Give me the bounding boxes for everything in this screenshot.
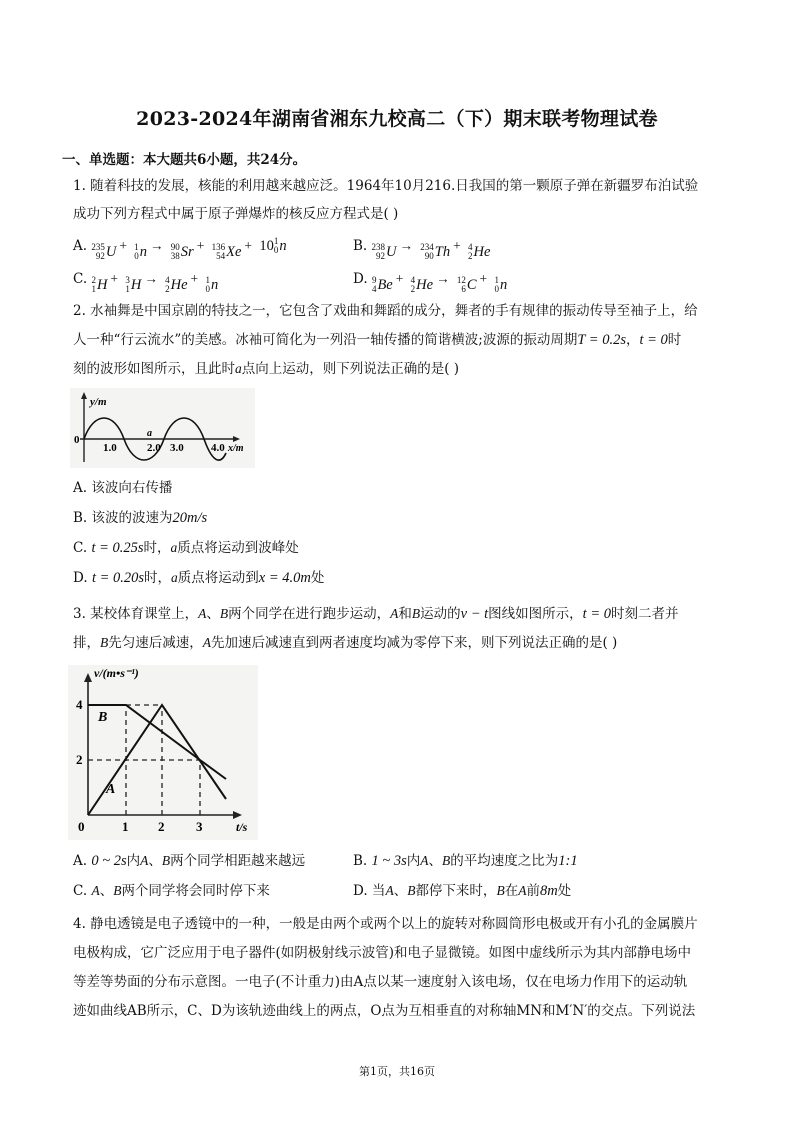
q2-line3-text: 刻的波形如图所示，且此时 — [73, 361, 235, 377]
q3-c-v1: A — [91, 883, 100, 898]
q2-option-d-text: 质点将运动到 — [177, 570, 259, 586]
q2-line2-text: 人一种“行云流水”的美感。冰袖可简化为一列沿一轴传播的简谐横波;波源的振动周期 — [73, 332, 578, 348]
vt-xtick-1: 1 — [122, 819, 129, 834]
q2-option-a: A. 该波向右传播 — [73, 480, 173, 496]
q2-option-d-when: 时， — [144, 570, 172, 586]
q3-l2-var-1: B — [100, 635, 109, 650]
q2-option-c — [73, 538, 299, 558]
q1-option-c-label: C. — [73, 271, 88, 287]
q3-d-v3: B — [496, 883, 505, 898]
q3-b-label: B. — [353, 853, 368, 869]
q3-d-label: D. 当 — [353, 883, 386, 899]
q2-line2 — [73, 330, 681, 350]
q3-a-t2: 、 — [148, 853, 162, 869]
vt-ytick-2: 2 — [76, 752, 83, 767]
q3-d-t1: 、 — [393, 883, 408, 899]
q2-option-b-text: B. 该波的波速为 — [73, 510, 173, 526]
q2-option-c-point: a — [170, 540, 178, 555]
q3-text-1: 3. 某校体育课堂上， — [73, 606, 199, 622]
q2-option-c-text: 质点将运动到波峰处 — [177, 540, 299, 556]
q3-text-4: 和 — [398, 606, 412, 622]
vt-xtick-2: 2 — [158, 819, 165, 834]
q2-line2-end: 时 — [667, 332, 682, 348]
q3-d-t2: 都停下来时， — [415, 883, 497, 899]
vt-graph — [68, 665, 258, 840]
q3-c-t2: 两个同学将会同时停下来 — [121, 883, 270, 899]
q3-line2 — [73, 633, 617, 653]
vt-xtick-3: 3 — [196, 819, 203, 834]
q3-b-v1: A — [420, 853, 429, 868]
q3-text-3: 两个同学在进行跑步运动， — [228, 606, 391, 622]
wave-tick-1: 1.0 — [103, 442, 117, 454]
wave-point-a: a — [147, 428, 152, 439]
vt-ylabel: v/(m•s⁻¹) — [94, 666, 139, 680]
q2-option-c-when: 时， — [143, 540, 171, 556]
q3-a-t3: 两个同学相距越来越远 — [170, 853, 306, 869]
q4-line4: 迹如曲线AB所示，C、D为该轨迹曲线上的两点，O点为互相垂直的对称轴MN和M′N′的交点。下列说法 — [73, 1003, 696, 1019]
vt-origin: 0 — [78, 819, 85, 834]
q3-text-7: 时刻二者并 — [611, 606, 679, 622]
q1-option-d-label: D. — [353, 271, 368, 287]
q3-line1 — [73, 604, 679, 624]
q1-line1: 1. 随着科技的发展，核能的利用越来越应泛。1964年10月216.日我国的第一颗原子弹在新疆罗布泊试验 — [73, 178, 699, 194]
vt-ytick-4: 4 — [76, 697, 83, 712]
q3-option-c — [73, 881, 270, 901]
q3-var-3: A — [390, 606, 399, 621]
q3-b-ratio: 1:1 — [558, 853, 578, 869]
q2-option-c-time: t = 0.25s — [91, 540, 144, 556]
q3-t0: t = 0 — [582, 606, 611, 622]
q3-var-2: B — [219, 606, 229, 621]
q3-l2-text-3: 先加速后减速直到两者速度均减为零停下来，则下列说法正确的是( ) — [211, 635, 618, 651]
q2-option-b-value: 20m/s — [172, 510, 208, 526]
q3-option-a — [73, 851, 305, 871]
vt-xlabel: t/s — [236, 820, 248, 834]
q3-a-t1: 内 — [126, 853, 141, 869]
q1-line2: 成功下列方程式中属于原子弹爆炸的核反应方程式是( ) — [73, 206, 399, 222]
vt-label-a: A — [106, 782, 116, 797]
q2-option-b — [73, 508, 207, 528]
q3-vt: v − t — [460, 606, 489, 622]
q4-line2: 电极构成，它广泛应用于电子器件(如阴极射线示波管)和电子显微镜。如图中虚线所示为其内部静电场中 — [73, 945, 692, 961]
q3-text-5: 运动的 — [420, 606, 461, 622]
q3-text-6: 图线如图所示， — [488, 606, 583, 622]
q3-var-4: B — [411, 606, 421, 621]
q2-option-d-time: t = 0.20s — [91, 570, 145, 586]
q3-b-t2: 、 — [428, 853, 443, 869]
q1-option-a: A. 235 92 U + 1 0 n → 90 38 Sr + 136 54 Xe + 10 1 0 n — [73, 236, 287, 261]
q2-option-d-position: x = 4.0m — [258, 570, 311, 586]
section-heading: 一、单选题：本大题共6小题，共24分。 — [62, 152, 307, 168]
q3-l2-text-2: 先匀速后减速， — [108, 635, 203, 651]
q1-option-d: D. 9 4 Be + 4 2 He → 12 6 C + 1 0 n — [353, 271, 508, 294]
wave-origin: 0 — [74, 434, 80, 446]
wave-ylabel: y/m — [90, 396, 107, 408]
q3-d-distance: 8m — [539, 883, 558, 899]
q3-l2-var-2: A — [202, 635, 211, 650]
q3-d-t4: 前 — [526, 883, 540, 899]
q3-d-t5: 处 — [557, 883, 572, 899]
q3-var-1: A — [198, 606, 207, 621]
q2-option-c-label: C. — [73, 540, 88, 556]
wave-tick-4: 4.0 — [211, 442, 225, 454]
page-title: 2023-2024年湖南省湘东九校高二（下）期末联考物理试卷 — [136, 108, 658, 130]
q3-option-b — [353, 851, 578, 871]
q1-option-b-label: B. — [353, 238, 368, 254]
q2-point-a: a — [235, 361, 242, 376]
q2-comma: ， — [625, 332, 640, 348]
q3-a-v1: A — [140, 853, 149, 868]
q3-b-t3: 的平均速度之比为 — [450, 853, 559, 869]
q2-line1: 2. 水袖舞是中国京剧的特技之一，它包含了戏曲和舞蹈的成分，舞者的手有规律的振动传导至袖子上，给 — [73, 303, 698, 319]
page-footer: 第1页，共16页 — [359, 1065, 435, 1078]
wave-tick-2: 2.0 — [147, 442, 161, 454]
q3-a-range: 0 ~ 2s — [91, 853, 127, 869]
q4-line3: 等差等势面的分布示意图。一电子(不计重力)由A点以某一速度射入该电场，仅在电场力作用下的运动轨 — [73, 974, 688, 990]
q3-option-d — [353, 881, 571, 901]
q3-a-label: A. — [73, 853, 88, 869]
q2-option-d-end: 处 — [310, 570, 325, 586]
q2-line3 — [73, 359, 459, 379]
q3-a-v2: B — [161, 853, 171, 868]
q2-option-d-point: a — [171, 570, 178, 585]
q3-d-v4: A — [518, 883, 527, 898]
q3-text-2: 、 — [206, 606, 220, 622]
q3-c-v2: B — [113, 883, 122, 898]
q2-period: T = 0.2s — [577, 332, 626, 348]
q3-d-t3: 在 — [504, 883, 519, 899]
vt-label-b: B — [98, 710, 108, 725]
q3-b-t1: 内 — [406, 853, 421, 869]
q2-line3-end: 点向上运动，则下列说法正确的是( ) — [241, 361, 460, 377]
q2-time: t = 0 — [639, 332, 668, 348]
q3-b-v2: B — [442, 853, 451, 868]
q3-d-v1: A — [385, 883, 394, 898]
q3-c-t1: 、 — [99, 883, 114, 899]
q2-option-d — [73, 568, 324, 588]
q3-b-range: 1 ~ 3s — [371, 853, 407, 869]
q1-option-a-label: A. — [73, 238, 88, 254]
q4-line1: 4. 静电透镜是电子透镜中的一种，一般是由两个或两个以上的旋转对称圆筒形电极或开有小孔的金属膜片 — [73, 916, 698, 932]
q1-option-b: B. 238 92 U → 234 90 Th + 4 2 He — [353, 238, 491, 261]
q2-option-d-label: D. — [73, 570, 88, 586]
wave-xlabel: x/m — [228, 443, 244, 454]
q1-option-c: C. 2 1 H + 3 1 H → 4 2 He + 1 0 n — [73, 271, 219, 294]
wave-graph — [70, 388, 255, 468]
wave-tick-3: 3.0 — [170, 442, 184, 454]
q3-d-v2: B — [407, 883, 416, 898]
q3-l2-text-1: 排， — [73, 635, 100, 651]
q3-c-label: C. — [73, 883, 88, 899]
